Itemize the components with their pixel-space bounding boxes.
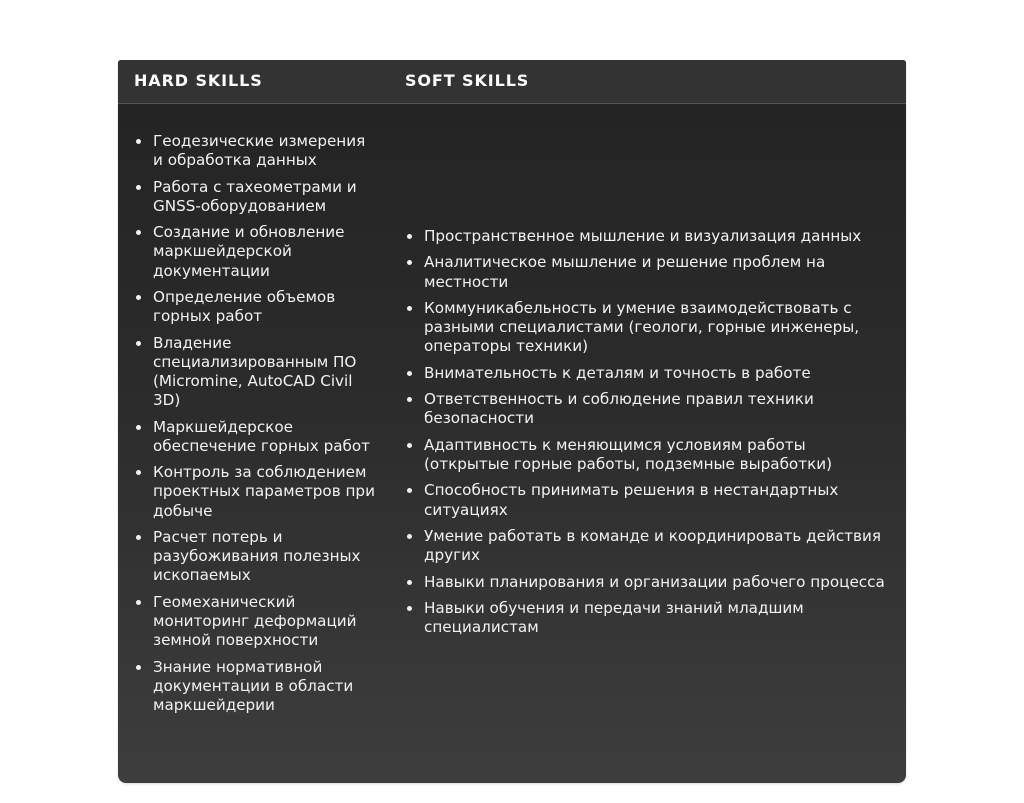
list-item: Аналитическое мышление и решение проблем на местности <box>405 253 885 291</box>
hard-skills-header: HARD SKILLS <box>134 71 263 90</box>
list-item: Маркшейдерское обеспечение горных работ <box>134 418 378 456</box>
list-item: Работа с тахеометрами и GNSS-оборудованием <box>134 178 378 216</box>
list-item: Геомеханический мониторинг деформаций земной поверхности <box>134 593 378 651</box>
list-item: Навыки планирования и организации рабочего процесса <box>405 573 885 592</box>
list-item: Способность принимать решения в нестандартных ситуациях <box>405 481 885 519</box>
list-item: Ответственность и соблюдение правил техники безопасности <box>405 390 885 428</box>
table-header <box>118 60 906 104</box>
list-item: Геодезические измерения и обработка данных <box>134 132 378 170</box>
list-item: Навыки обучения и передачи знаний младшим специалистам <box>405 599 885 637</box>
list-item: Адаптивность к меняющимся условиям работы (открытые горные работы, подземные выработки) <box>405 436 885 474</box>
list-item: Определение объемов горных работ <box>134 288 378 326</box>
hard-skills-list <box>134 132 378 722</box>
list-item: Внимательность к деталям и точность в работе <box>405 364 885 383</box>
list-item: Владение специализированным ПО (Micromine, AutoCAD Civil 3D) <box>134 334 378 411</box>
list-item: Создание и обновление маркшейдерской документации <box>134 223 378 281</box>
list-item: Знание нормативной документации в области маркшейдерии <box>134 658 378 716</box>
list-item: Расчет потерь и разубоживания полезных ископаемых <box>134 528 378 586</box>
soft-skills-header: SOFT SKILLS <box>405 71 530 90</box>
skills-table <box>118 60 906 783</box>
list-item: Коммуникабельность и умение взаимодействовать с разными специалистами (геологи, горные инженеры, операторы техники) <box>405 299 885 357</box>
list-item: Пространственное мышление и визуализация данных <box>405 227 885 246</box>
soft-skills-list <box>405 227 885 645</box>
list-item: Умение работать в команде и координировать действия других <box>405 527 885 565</box>
list-item: Контроль за соблюдением проектных параметров при добыче <box>134 463 378 521</box>
